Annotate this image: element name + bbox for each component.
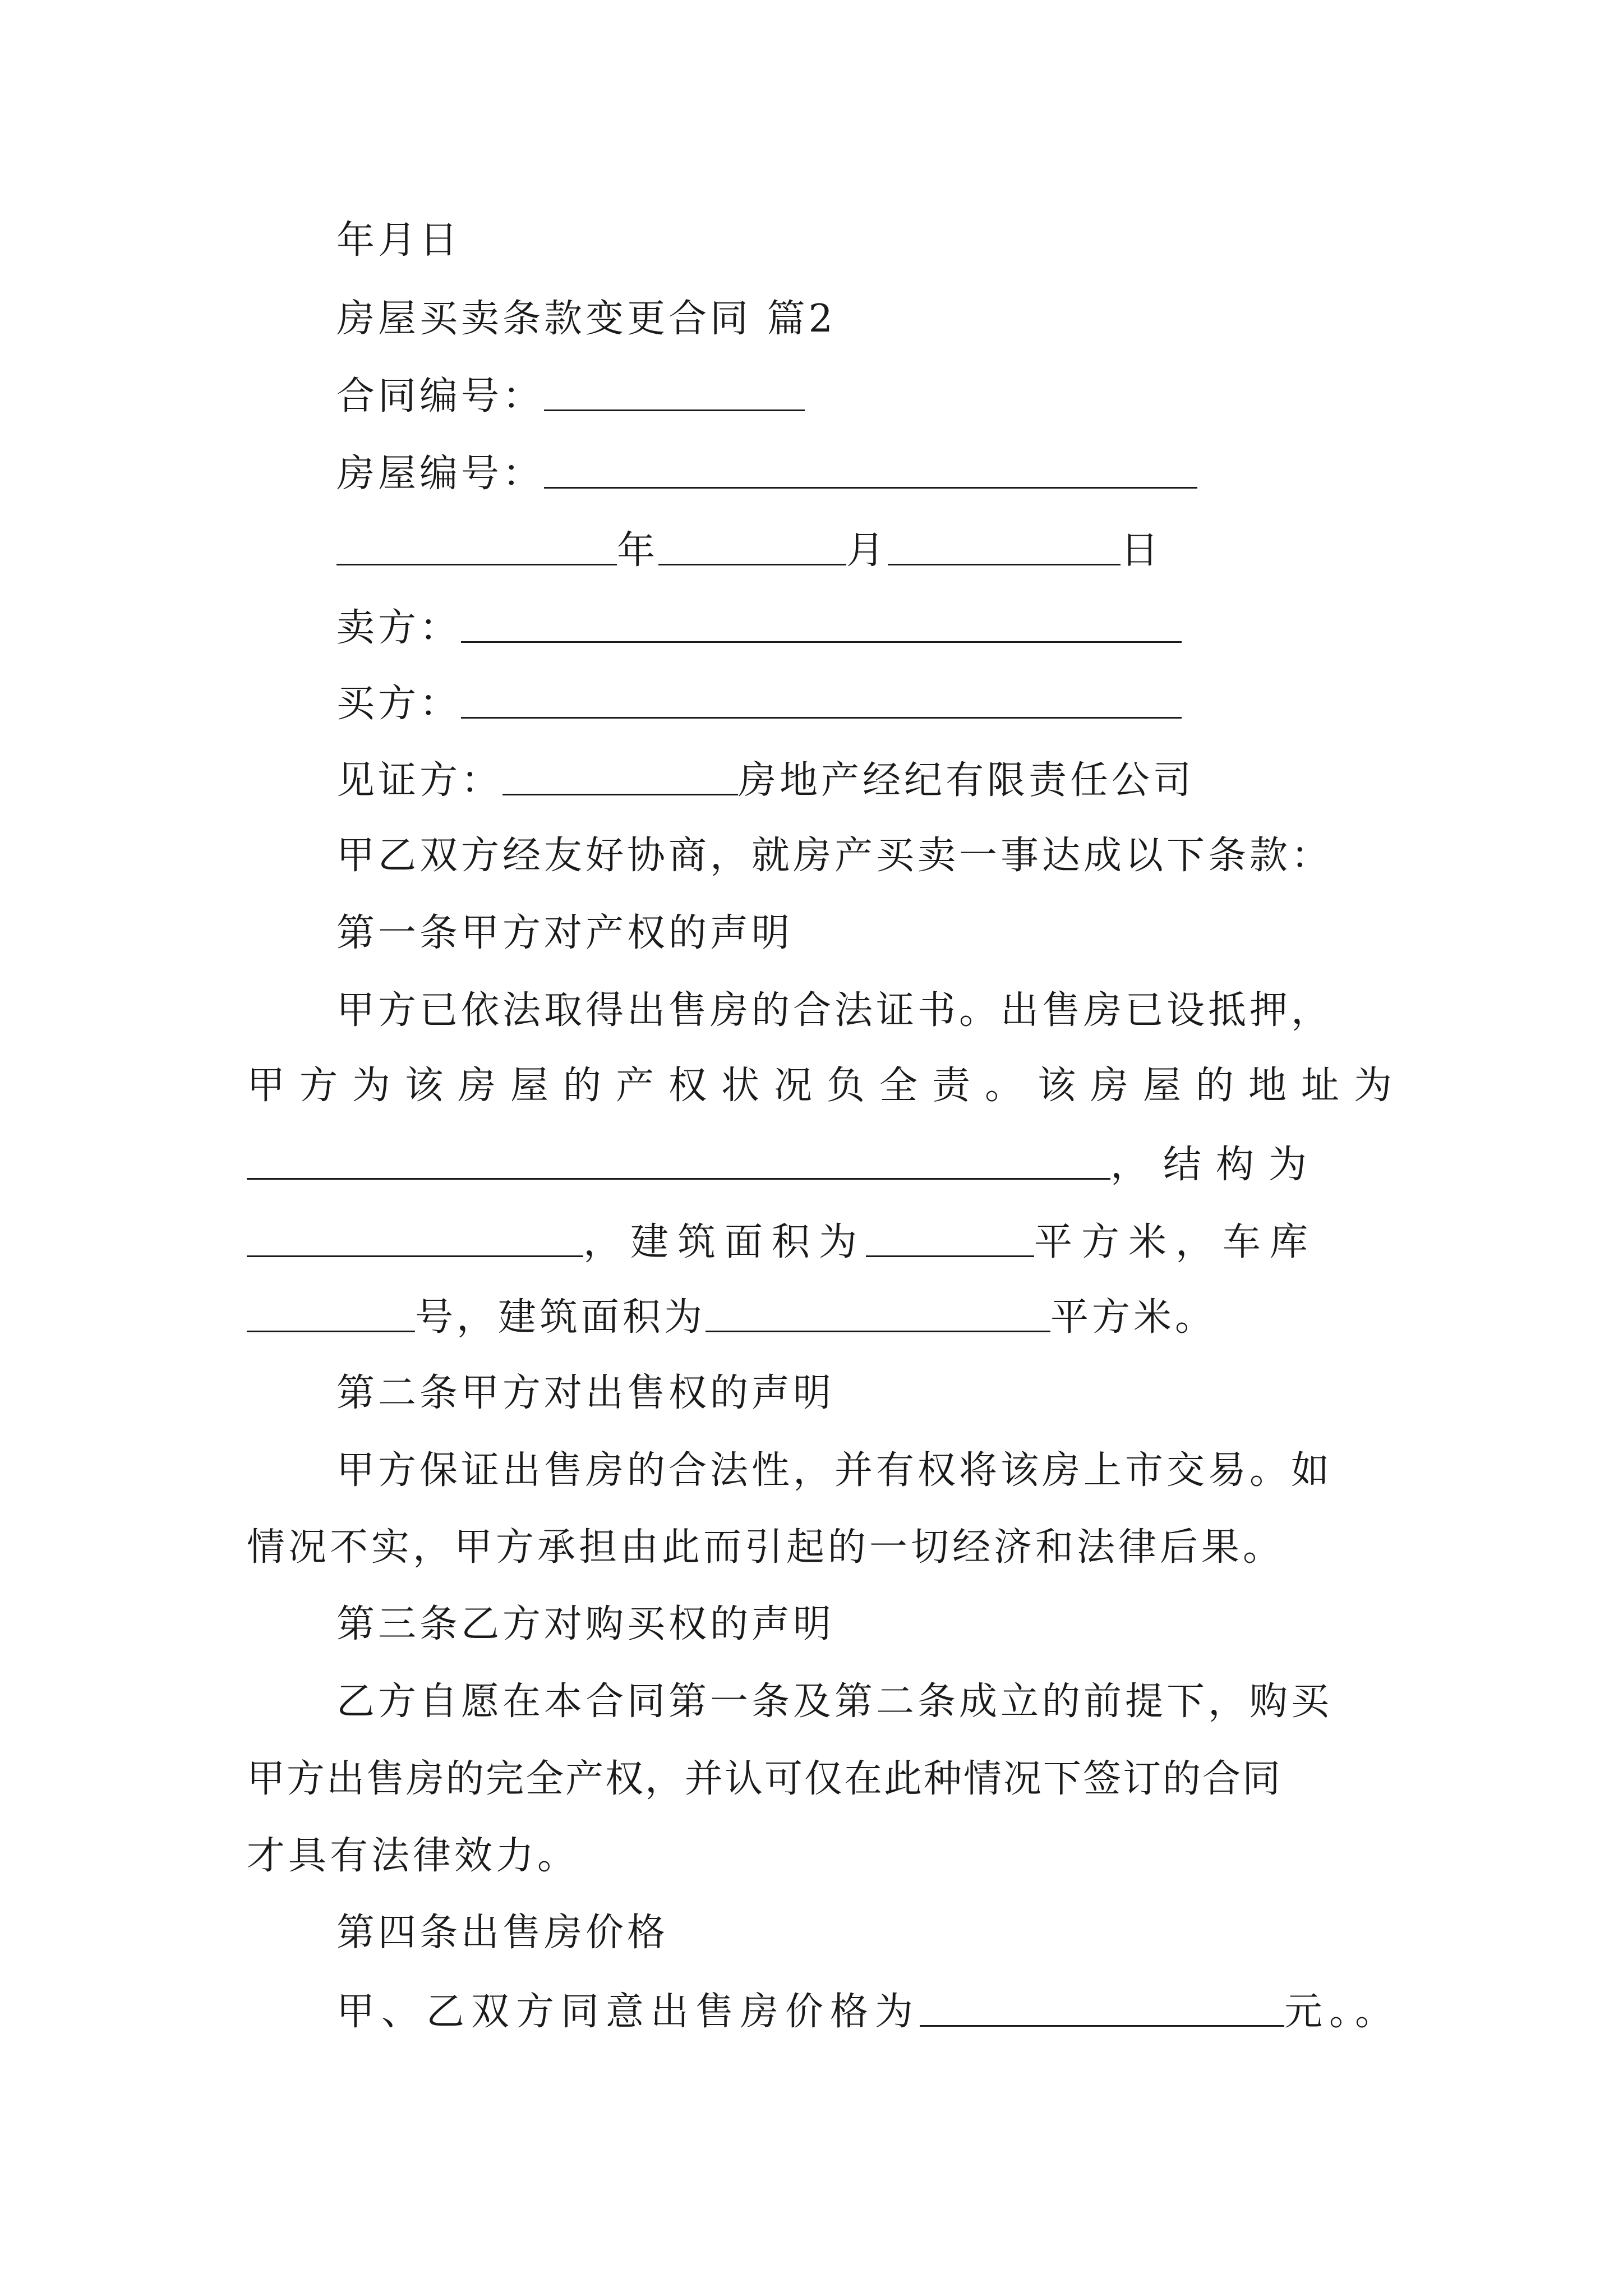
- garage-area-label: 号，建筑面积为: [415, 1295, 706, 1340]
- buyer-field: [336, 682, 1182, 726]
- month-blank: [658, 530, 846, 565]
- article-1-line-3: [247, 1143, 1322, 1187]
- article-2-line-2: 情况不实，甲方承担由此而引起的一切经济和法律后果。: [247, 1525, 1285, 1570]
- garage-label: 平方米，车库: [1034, 1220, 1317, 1264]
- article-1-title: 第一条甲方对产权的声明: [336, 911, 794, 955]
- document-title: 房屋买卖条款变更合同 篇2: [336, 297, 836, 341]
- article-3-title: 第三条乙方对购买权的声明: [336, 1602, 835, 1646]
- address-blank: [247, 1144, 1110, 1180]
- date-line: 年月日: [336, 218, 462, 263]
- price-blank: [920, 1991, 1284, 2027]
- article-2-line-1: 甲方保证出售房的合法性，并有权将该房上市交易。如: [336, 1448, 1333, 1493]
- house-number-label: 房屋编号：: [336, 452, 545, 496]
- contract-number-field: [336, 376, 805, 416]
- date-fields: [336, 528, 1163, 573]
- garage-area-unit: 平方米。: [1050, 1295, 1217, 1340]
- contract-number-blank: [544, 376, 805, 411]
- garage-area-blank: [706, 1297, 1050, 1332]
- month-label: 月: [846, 528, 888, 573]
- buyer-blank: [461, 683, 1182, 719]
- year-blank: [336, 530, 617, 565]
- garage-number-blank: [247, 1297, 415, 1332]
- article-4-title: 第四条出售房价格: [336, 1911, 669, 1955]
- witness-field: [336, 758, 1195, 803]
- article-3-line-1: 乙方自愿在本合同第一条及第二条成立的前提下，购买: [336, 1680, 1333, 1724]
- article-3-line-2: 甲方出售房的完全产权，并认可仅在此种情况下签订的合同: [247, 1757, 1283, 1801]
- seller-blank: [461, 608, 1182, 643]
- seller-label: 卖方：: [336, 606, 462, 650]
- witness-blank: [502, 760, 738, 795]
- buyer-label: 买方：: [336, 682, 462, 726]
- structure-label: ，结构为: [1110, 1143, 1322, 1187]
- article-1-line-5: [247, 1295, 1217, 1340]
- price-unit: 元。。: [1284, 1990, 1400, 2034]
- structure-blank: [247, 1222, 583, 1257]
- intro-paragraph: 甲乙双方经友好协商，就房产买卖一事达成以下条款：: [336, 834, 1333, 878]
- area-label: ，建筑面积为: [583, 1220, 866, 1264]
- seller-field: [336, 606, 1182, 650]
- day-blank: [888, 530, 1121, 565]
- article-1-line-4: [247, 1222, 1317, 1262]
- day-label: 日: [1121, 528, 1163, 573]
- house-number-blank: [544, 453, 1197, 489]
- year-label: 年: [617, 528, 659, 573]
- article-1-line-2: 甲方为该房屋的产权状况负全责。该房屋的地址为: [247, 1064, 1407, 1108]
- witness-label: 见证方：: [336, 758, 503, 803]
- area-blank: [866, 1222, 1034, 1257]
- article-4-line-1: [336, 1990, 1400, 2034]
- house-number-field: [336, 452, 1197, 496]
- witness-suffix: 房地产经纪有限责任公司: [738, 758, 1195, 803]
- article-1-line-1: 甲方已依法取得出售房的合法证书。出售房已设抵押，: [336, 988, 1333, 1033]
- article-3-line-3: 才具有法律效力。: [247, 1834, 579, 1878]
- contract-number-label: 合同编号：: [336, 374, 545, 418]
- price-label: 甲、乙双方同意出售房价格为: [336, 1990, 920, 2034]
- article-2-title: 第二条甲方对出售权的声明: [336, 1371, 835, 1415]
